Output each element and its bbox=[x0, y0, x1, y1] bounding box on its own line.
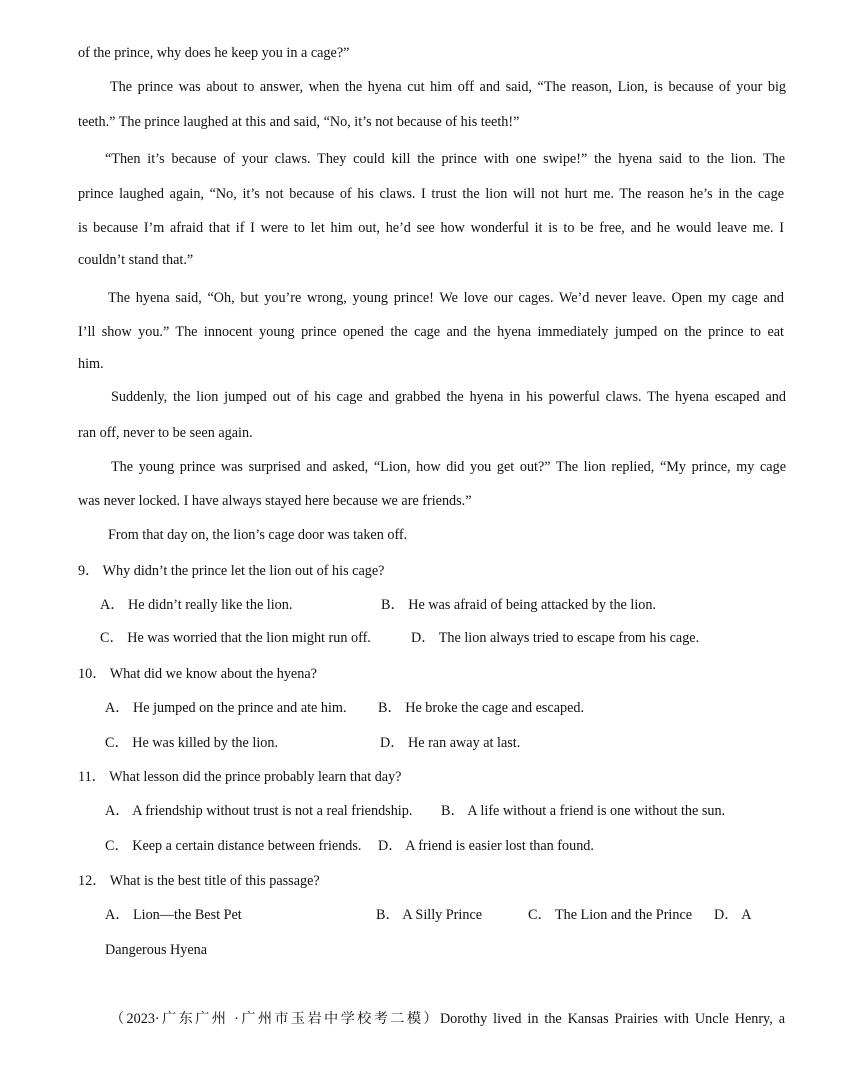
option-text: Keep a certain distance between friends. bbox=[132, 838, 362, 854]
question-number: 10． bbox=[78, 666, 107, 682]
passage-line: is because I’m afraid that if I were to let him out, he’d see how wonderful it is to be free, and he would leave me. I bbox=[78, 220, 784, 236]
passage-line: teeth.” The prince laughed at this and said, “No, it’s not because of his teeth!” bbox=[78, 114, 520, 130]
passage-line: The hyena said, “Oh, but you’re wrong, young prince! We love our cages. We’d never leave. Open my cage and bbox=[108, 290, 784, 306]
option-b[interactable] bbox=[378, 699, 584, 717]
next-passage-text: Dorothy lived in the Kansas Prairies with Uncle Henry, a bbox=[439, 1011, 785, 1027]
option-c[interactable] bbox=[105, 837, 361, 855]
passage-line: him. bbox=[78, 356, 104, 372]
option-c[interactable] bbox=[105, 734, 278, 752]
question-text: What lesson did the prince probably learn that day? bbox=[109, 769, 402, 785]
option-letter: A． bbox=[105, 700, 130, 716]
option-a[interactable] bbox=[100, 596, 292, 614]
passage-line: I’ll show you.” The innocent young prince opened the cage and the hyena immediately jumped on the prince to eat bbox=[78, 324, 784, 340]
option-text: He broke the cage and escaped. bbox=[405, 700, 585, 716]
question-text: What did we know about the hyena? bbox=[109, 666, 317, 682]
passage-line: was never locked. I have always stayed here because we are friends.” bbox=[78, 493, 472, 509]
option-letter: C． bbox=[105, 735, 129, 751]
passage-line: ran off, never to be seen again. bbox=[78, 425, 253, 441]
option-text: The Lion and the Prince bbox=[554, 907, 693, 923]
option-b[interactable] bbox=[376, 906, 482, 924]
option-text: A friendship without trust is not a real friendship. bbox=[132, 803, 413, 819]
option-d[interactable] bbox=[378, 837, 594, 855]
option-d[interactable] bbox=[411, 629, 699, 647]
option-letter: C． bbox=[528, 907, 552, 923]
next-passage-line bbox=[110, 1010, 785, 1028]
option-letter: B． bbox=[381, 597, 405, 613]
option-letter: A． bbox=[105, 803, 130, 819]
option-text: A Silly Prince bbox=[402, 907, 483, 923]
question-stem bbox=[78, 872, 320, 890]
option-text: A friend is easier lost than found. bbox=[405, 838, 594, 854]
option-letter: A． bbox=[100, 597, 125, 613]
option-a[interactable] bbox=[105, 906, 242, 924]
option-d-continued: Dangerous Hyena bbox=[105, 942, 208, 958]
option-text: He jumped on the prince and ate him. bbox=[132, 700, 347, 716]
question-number: 9． bbox=[78, 563, 100, 579]
option-d[interactable] bbox=[714, 906, 751, 924]
option-text: He was killed by the lion. bbox=[132, 735, 278, 751]
option-a[interactable] bbox=[105, 802, 412, 820]
passage-line: The prince was about to answer, when the hyena cut him off and said, “The reason, Lion, is because of your big bbox=[110, 79, 786, 95]
option-letter: D． bbox=[378, 838, 403, 854]
source-citation: （2023·广东广州 ·广州市玉岩中学校考二模） bbox=[110, 1011, 440, 1027]
option-text: He didn’t really like the lion. bbox=[127, 597, 293, 613]
question-number: 11． bbox=[78, 769, 106, 785]
question-stem bbox=[78, 768, 401, 786]
option-b[interactable] bbox=[441, 802, 725, 820]
option-text: He was afraid of being attacked by the lion. bbox=[408, 597, 656, 613]
option-letter: A． bbox=[105, 907, 130, 923]
passage-line: Suddenly, the lion jumped out of his cage and grabbed the hyena in his powerful claws. The hyena escaped and bbox=[111, 389, 786, 405]
question-text: Why didn’t the prince let the lion out of his cage? bbox=[102, 563, 385, 579]
question-stem bbox=[78, 562, 384, 580]
passage-line: From that day on, the lion’s cage door was taken off. bbox=[108, 527, 408, 543]
option-c[interactable] bbox=[528, 906, 692, 924]
option-letter: B． bbox=[376, 907, 400, 923]
passage-line: couldn’t stand that.” bbox=[78, 252, 194, 268]
option-c[interactable] bbox=[100, 629, 371, 647]
option-text: Lion—the Best Pet bbox=[132, 907, 242, 923]
question-stem bbox=[78, 665, 317, 683]
passage-line: prince laughed again, “No, it’s not because of his claws. I trust the lion will not hurt me. The reason he’s in the cage bbox=[78, 186, 784, 202]
option-d[interactable] bbox=[380, 734, 520, 752]
passage-line: The young prince was surprised and asked, “Lion, how did you get out?” The lion replied, “My prince, my cage bbox=[111, 459, 786, 475]
option-a[interactable] bbox=[105, 699, 347, 717]
option-letter: D． bbox=[411, 630, 436, 646]
option-letter: B． bbox=[441, 803, 465, 819]
option-text: He ran away at last. bbox=[407, 735, 521, 751]
option-text: A bbox=[741, 907, 752, 923]
option-b[interactable] bbox=[381, 596, 656, 614]
question-text: What is the best title of this passage? bbox=[109, 873, 320, 889]
option-letter: C． bbox=[105, 838, 129, 854]
option-text: The lion always tried to escape from his cage. bbox=[438, 630, 700, 646]
option-letter: D． bbox=[380, 735, 405, 751]
passage-line: “Then it’s because of your claws. They could kill the prince with one swipe!” the hyena said to the lion. The bbox=[105, 151, 785, 167]
option-letter: C． bbox=[100, 630, 124, 646]
option-text: A life without a friend is one without the sun. bbox=[467, 803, 726, 819]
passage-line: of the prince, why does he keep you in a cage?” bbox=[78, 45, 350, 61]
option-letter: B． bbox=[378, 700, 402, 716]
option-letter: D． bbox=[714, 907, 739, 923]
question-number: 12． bbox=[78, 873, 107, 889]
option-text: He was worried that the lion might run off. bbox=[127, 630, 371, 646]
